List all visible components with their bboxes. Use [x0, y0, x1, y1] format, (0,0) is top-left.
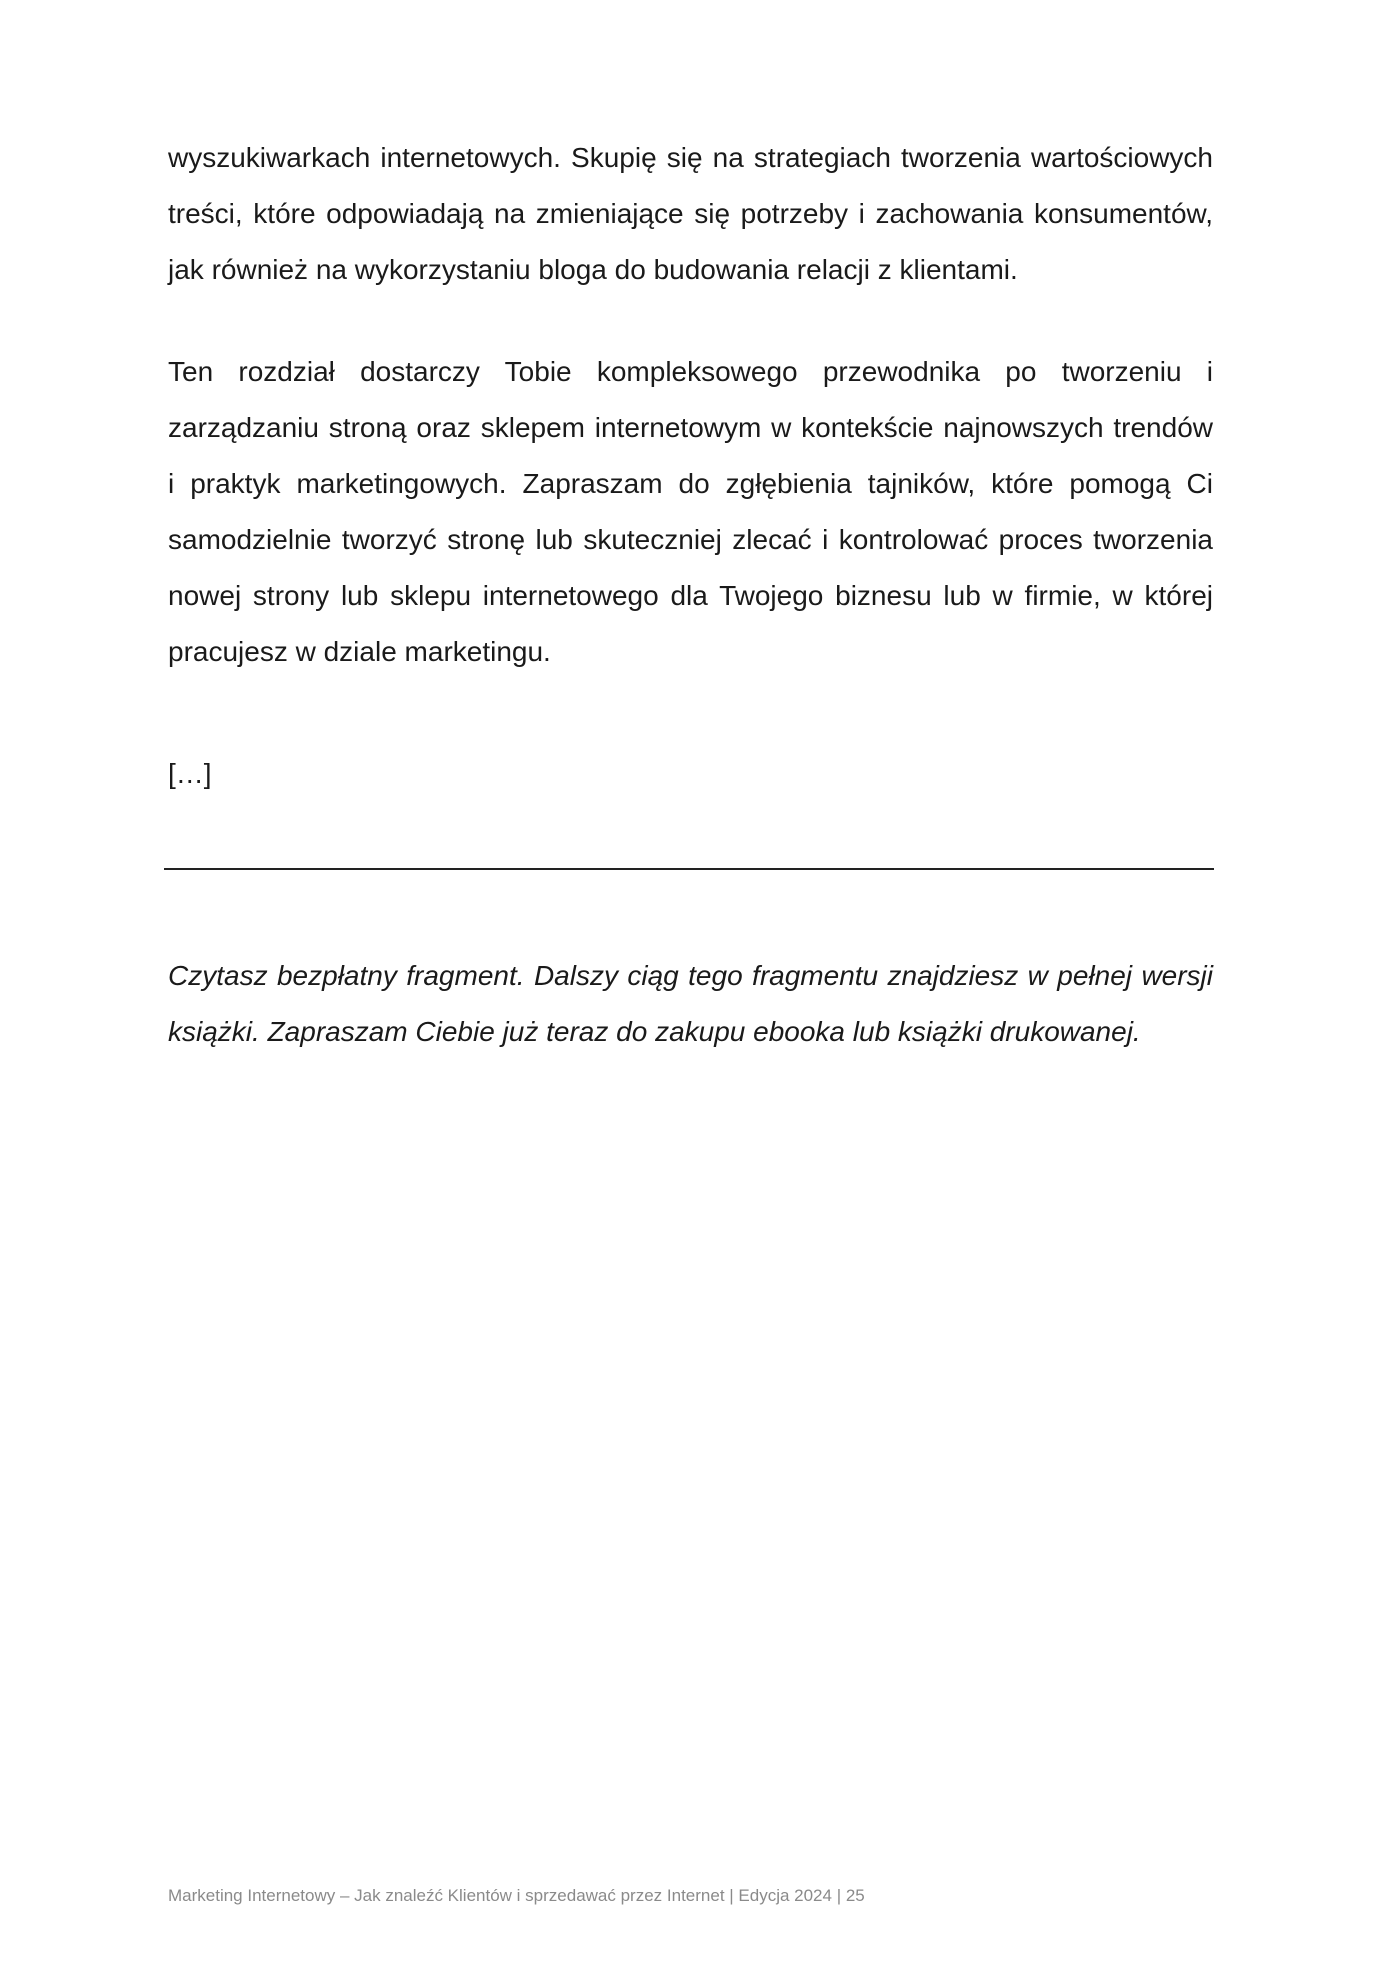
horizontal-divider	[164, 868, 1214, 870]
paragraph-1	[168, 130, 1213, 298]
text-line: jak również na wykorzystaniu bloga do budowania relacji z klientami.	[168, 254, 1018, 285]
text-line: Ten rozdział dostarczy Tobie kompleksowego przewodnika po tworzeniu i	[168, 356, 1213, 387]
text-line: zarządzaniu stroną oraz sklepem internetowym w kontekście najnowszych trendów	[168, 412, 1213, 443]
text-line: pracujesz w dziale marketingu.	[168, 636, 551, 667]
page-footer: Marketing Internetowy – Jak znaleźć Klientów i sprzedawać przez Internet | Edycja 2024 | 25	[168, 1886, 865, 1905]
note-line: książki. Zapraszam Ciebie już teraz do zakupu ebooka lub książki drukowanej.	[168, 1016, 1141, 1047]
text-line: wyszukiwarkach internetowych. Skupię się na strategiach tworzenia wartościowych	[168, 142, 1213, 173]
body-text	[168, 130, 1213, 680]
text-line: samodzielnie tworzyć stronę lub skuteczniej zlecać i kontrolować proces tworzenia	[168, 524, 1213, 555]
text-line: treści, które odpowiadają na zmieniające się potrzeby i zachowania konsumentów,	[168, 198, 1213, 229]
omission-mark: […]	[168, 758, 212, 789]
free-fragment-note	[168, 948, 1213, 1060]
text-line: nowej strony lub sklepu internetowego dla Twojego biznesu lub w firmie, w której	[168, 580, 1213, 611]
note-line: Czytasz bezpłatny fragment. Dalszy ciąg tego fragmentu znajdziesz w pełnej wersji	[168, 960, 1213, 991]
paragraph-2	[168, 344, 1213, 680]
text-line: i praktyk marketingowych. Zapraszam do zgłębienia tajników, które pomogą Ci	[168, 468, 1213, 499]
